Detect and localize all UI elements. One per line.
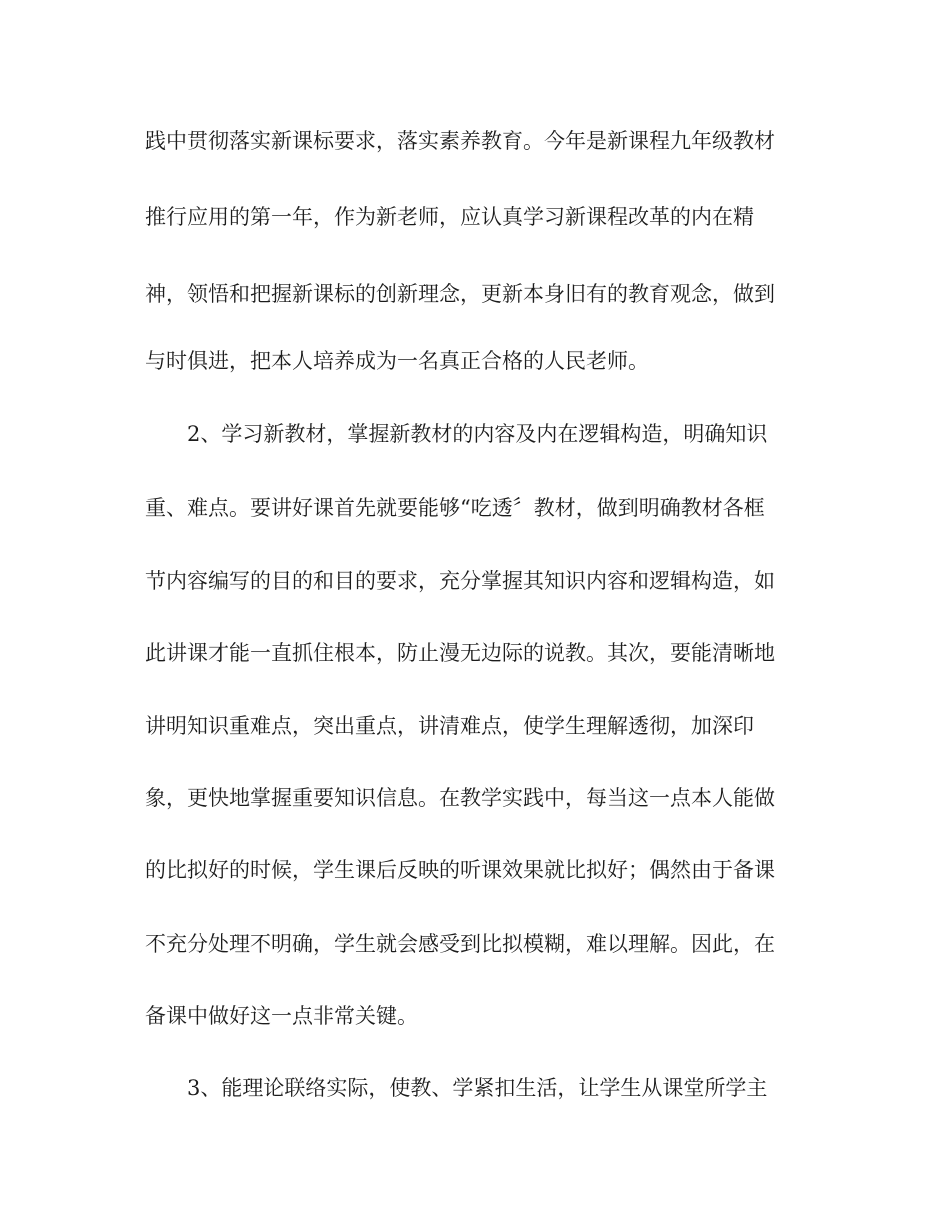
text-line: 推行应用的第一年，作为新老师，应认真学习新课程改革的内在精: [145, 205, 754, 229]
paragraph-3-first-line: 3、能理论联络实际，使教、学紧扣生活，让学生从课堂所学主: [187, 1076, 768, 1100]
text-line: 节内容编写的目的和目的要求，充分掌握其知识内容和逻辑构造，如: [145, 569, 775, 593]
text-line: 不充分处理不明确，学生就会感受到比拟模糊，难以理解。因此，在: [145, 932, 775, 956]
paragraph-2-first-line: 2、学习新教材，掌握新教材的内容及内在逻辑构造，明确知识: [187, 422, 768, 446]
text-line: 践中贯彻落实新课标要求，落实素养教育。今年是新课程九年级教材: [145, 129, 775, 153]
text-line: 的比拟好的时候，学生课后反映的听课效果就比拟好；偶然由于备课: [145, 858, 775, 882]
text-line: 与时俱进，把本人培养成为一名真正合格的人民老师。: [145, 349, 649, 373]
text-line: 备课中做好这一点非常关键。: [145, 1004, 418, 1028]
text-line: 此讲课才能一直抓住根本，防止漫无边际的说教。其次，要能清晰地: [145, 641, 775, 665]
text-line: 象，更快地掌握重要知识信息。在教学实践中，每当这一点本人能做: [145, 786, 775, 810]
text-line: 神，领悟和把握新课标的创新理念，更新本身旧有的教育观念，做到: [145, 282, 775, 306]
text-line: 讲明知识重难点，突出重点，讲清难点，使学生理解透彻，加深印: [145, 714, 754, 738]
text-line: 重、难点。要讲好课首先就要能够“吃透〞教材，做到明确教材各框: [145, 496, 765, 520]
